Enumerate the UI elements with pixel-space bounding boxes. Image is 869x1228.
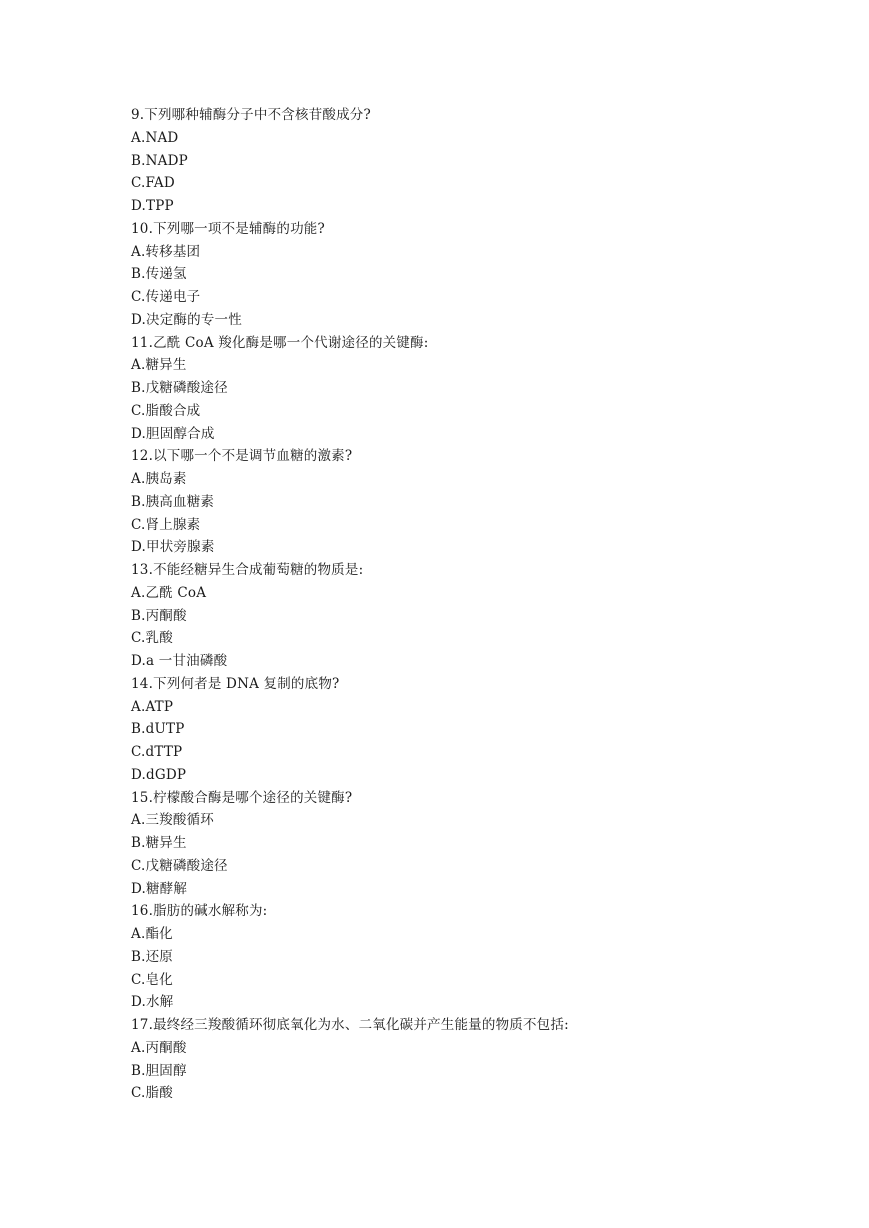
question-stem: 14.下列何者是 DNA 复制的底物? (131, 675, 340, 692)
option-a: A.丙酮酸 (131, 1039, 187, 1056)
option-d: D.胆固醇合成 (131, 425, 215, 442)
option-d: D.水解 (131, 994, 174, 1011)
question-13 (131, 559, 771, 673)
option-c: C.dTTP (131, 744, 183, 760)
option-c: C.脂酸 (131, 1085, 173, 1102)
option-b: B.胰高血糖素 (131, 493, 215, 510)
option-c: C.戊糖磷酸途径 (131, 857, 228, 874)
option-b: B.丙酮酸 (131, 607, 187, 624)
question-stem: 16.脂肪的碱水解称为: (131, 903, 268, 920)
option-b: B.戊糖磷酸途径 (131, 380, 228, 396)
option-c: C.FAD (131, 175, 175, 192)
option-a: A.三羧酸循环 (131, 812, 214, 829)
question-stem: 12.以下哪一个不是调节血糖的激素? (131, 448, 353, 465)
option-b: B.胆固醇 (131, 1062, 187, 1079)
option-d: D.甲状旁腺素 (131, 539, 215, 556)
option-c: C.脂酸合成 (131, 402, 201, 419)
question-stem: 10.下列哪一项不是辅酶的功能? (131, 220, 325, 237)
question-10 (131, 218, 771, 332)
question-12 (131, 445, 771, 559)
question-14 (131, 673, 771, 787)
option-a: A.胰岛素 (131, 471, 187, 487)
option-b: B.NADP (131, 152, 188, 169)
option-b: B.糖异生 (131, 835, 187, 851)
option-a: A.NAD (131, 129, 179, 146)
option-b: B.传递氢 (131, 266, 187, 283)
option-d: D.糖酵解 (131, 880, 188, 897)
question-15 (131, 787, 771, 901)
option-a: A.酯化 (131, 926, 173, 942)
option-a: A.转移基团 (131, 243, 201, 260)
option-d: D.决定酶的专一性 (131, 311, 242, 328)
question-stem: 9.下列哪种辅酶分子中不含核苷酸成分? (131, 107, 371, 123)
question-stem: 17.最终经三羧酸循环彻底氧化为水、二氧化碳并产生能量的物质不包括: (131, 1017, 569, 1033)
question-17 (131, 1014, 771, 1105)
question-stem: 15.柠檬酸合酶是哪个途径的关键酶? (131, 789, 353, 806)
question-list (131, 104, 771, 1105)
option-d: D.TPP (131, 198, 174, 214)
question-9 (131, 104, 771, 218)
option-c: C.皂化 (131, 971, 173, 988)
option-d: D.a 一甘油磷酸 (131, 653, 228, 669)
option-c: C.乳酸 (131, 630, 173, 647)
option-b: B.dUTP (131, 721, 185, 738)
option-a: A.ATP (131, 698, 174, 715)
question-11 (131, 332, 771, 446)
question-16 (131, 900, 771, 1014)
option-a: A.乙酰 CoA (131, 584, 207, 601)
option-c: C.肾上腺素 (131, 516, 201, 533)
question-stem: 13.不能经糖异生合成葡萄糖的物质是: (131, 562, 364, 578)
option-b: B.还原 (131, 948, 174, 965)
option-c: C.传递电子 (131, 289, 201, 305)
option-a: A.糖异生 (131, 357, 187, 374)
question-stem: 11.乙酰 CoA 羧化酶是哪一个代谢途径的关键酶: (131, 334, 429, 351)
option-d: D.dGDP (131, 766, 187, 783)
